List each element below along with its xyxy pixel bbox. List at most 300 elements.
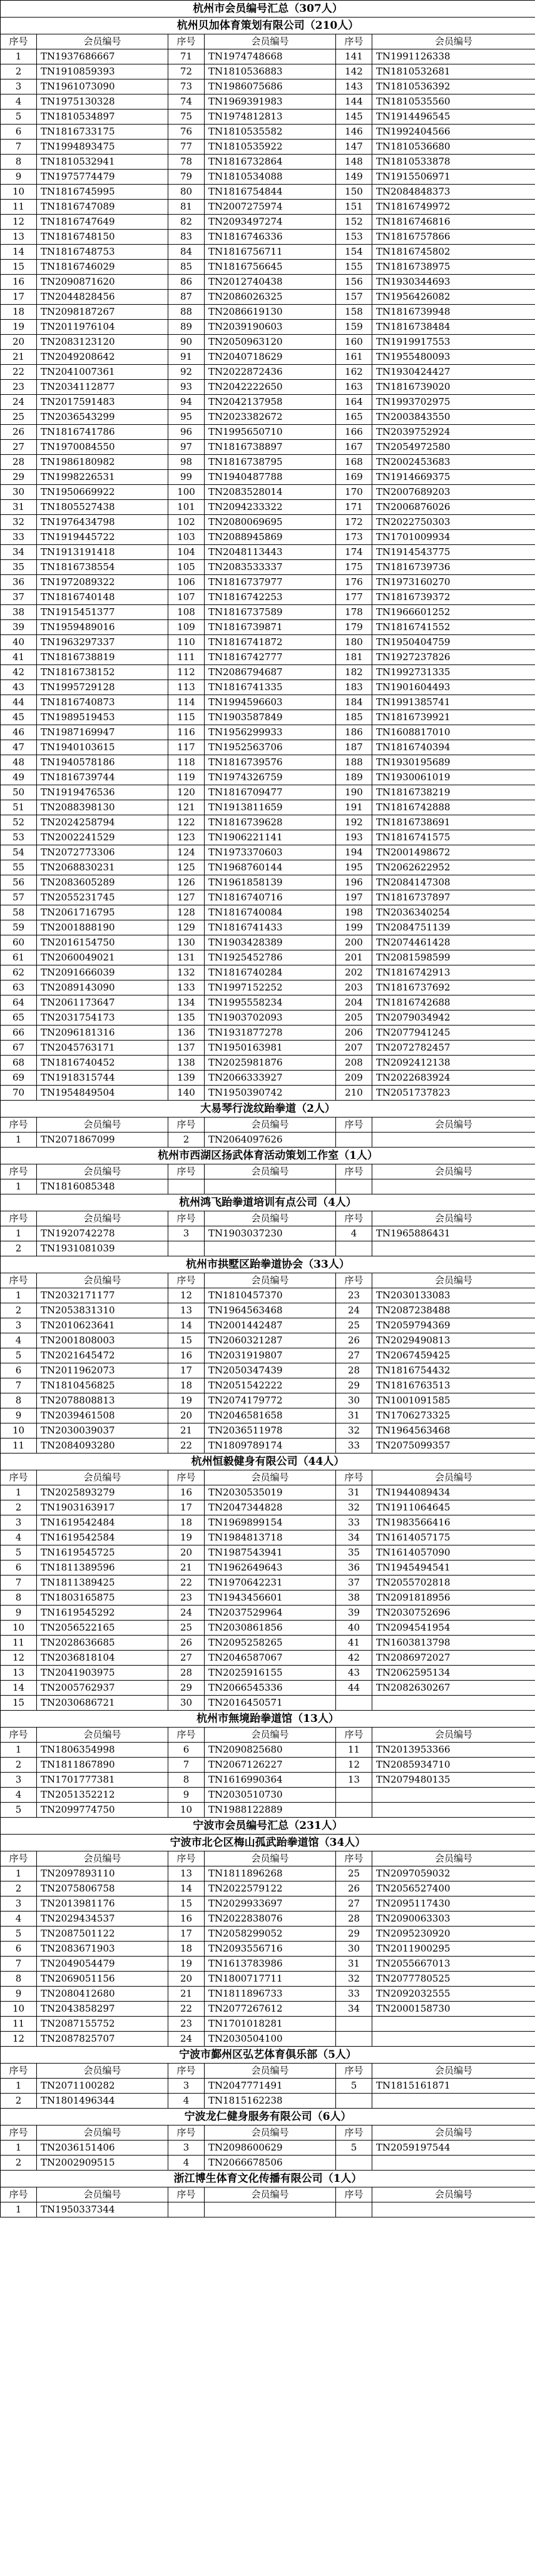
row-index: 16 <box>168 1912 205 1927</box>
row-index: 50 <box>1 785 37 800</box>
header-member-id: 会员编号 <box>37 1851 168 1866</box>
member-id: TN1815161871 <box>372 2079 535 2094</box>
member-id: TN2095117430 <box>372 1896 535 1912</box>
row-index: 11 <box>336 1743 372 1758</box>
member-id <box>372 1696 535 1711</box>
member-id: TN1966601252 <box>372 605 535 620</box>
section-title-row <box>1 2109 535 2125</box>
section-title-row <box>1 2047 535 2064</box>
header-index: 序号 <box>1 34 37 49</box>
row-index: 31 <box>336 1408 372 1423</box>
table-row <box>1 995 535 1011</box>
row-index: 80 <box>168 185 205 200</box>
row-index: 21 <box>168 1560 205 1576</box>
member-id: TN1816746816 <box>372 215 535 230</box>
table-row <box>1 515 535 530</box>
row-index: 14 <box>168 1318 205 1333</box>
member-id: TN1950404759 <box>372 635 535 650</box>
member-id: TN1816738484 <box>372 320 535 335</box>
member-id: TN2087238488 <box>372 1303 535 1318</box>
row-index: 14 <box>1 1681 37 1696</box>
header-member-id: 会员编号 <box>372 2064 535 2079</box>
member-id: TN1940487788 <box>205 470 336 485</box>
table-row <box>1 1423 535 1438</box>
column-header-row <box>1 1273 535 1288</box>
member-id: TN2059794369 <box>372 1318 535 1333</box>
member-id: TN2086026325 <box>205 290 336 305</box>
page-title: 杭州市会员编号汇总（307人） <box>1 1 535 18</box>
row-index: 186 <box>336 725 372 740</box>
row-index: 78 <box>168 155 205 170</box>
header-index: 序号 <box>336 1470 372 1485</box>
table-row <box>1 905 535 920</box>
member-id: TN1919917553 <box>372 335 535 350</box>
section-title: 杭州鸿飞跆拳道培训有点公司（4人） <box>1 1194 535 1211</box>
row-index: 124 <box>168 845 205 860</box>
member-id: TN2072773306 <box>37 845 168 860</box>
row-index: 40 <box>336 1621 372 1636</box>
member-id: TN1816739372 <box>372 590 535 605</box>
member-id: TN1816746336 <box>205 230 336 245</box>
table-row <box>1 575 535 590</box>
row-index: 84 <box>168 245 205 260</box>
column-header-row <box>1 1470 535 1485</box>
member-id: TN1930195689 <box>372 755 535 770</box>
member-id: TN2025916155 <box>205 1666 336 1681</box>
row-index: 20 <box>1 335 37 350</box>
row-index: 149 <box>336 170 372 185</box>
row-index: 5 <box>1 1927 37 1942</box>
member-id: TN2001442487 <box>205 1318 336 1333</box>
page-title-row <box>1 1 535 18</box>
table-row <box>1 109 535 125</box>
row-index <box>336 1241 372 1256</box>
header-index: 序号 <box>168 1470 205 1485</box>
member-id: TN2011962073 <box>37 1363 168 1378</box>
member-id: TN1816739948 <box>372 305 535 320</box>
member-id: TN1931877278 <box>205 1026 336 1041</box>
table-row <box>1 1133 535 1148</box>
member-id: TN1974326759 <box>205 770 336 785</box>
table-row <box>1 2094 535 2109</box>
row-index: 22 <box>1 365 37 380</box>
row-index: 201 <box>336 950 372 965</box>
row-index: 26 <box>336 1881 372 1896</box>
member-id: TN2005762937 <box>37 1681 168 1696</box>
row-index: 6 <box>1 1942 37 1957</box>
row-index: 139 <box>168 1071 205 1086</box>
member-id: TN1810536392 <box>372 79 535 94</box>
member-id: TN1619542484 <box>37 1515 168 1530</box>
row-index: 170 <box>336 485 372 500</box>
row-index: 65 <box>1 1011 37 1026</box>
member-id: TN2030861856 <box>205 1621 336 1636</box>
member-id: TN2066545336 <box>205 1681 336 1696</box>
row-index: 206 <box>336 1026 372 1041</box>
member-id: TN1810536883 <box>205 64 336 79</box>
row-index: 27 <box>1 440 37 455</box>
member-id: TN1816739576 <box>205 755 336 770</box>
member-id: TN2081598599 <box>372 950 535 965</box>
row-index: 158 <box>336 305 372 320</box>
row-index: 8 <box>1 1591 37 1606</box>
member-id: TN1940578186 <box>37 755 168 770</box>
header-index: 序号 <box>336 2064 372 2079</box>
header-member-id: 会员编号 <box>205 1273 336 1288</box>
member-id: TN2092412138 <box>372 1056 535 1071</box>
row-index: 116 <box>168 725 205 740</box>
member-id: TN1914669375 <box>372 470 535 485</box>
member-id: TN2071867099 <box>37 1133 168 1148</box>
row-index: 20 <box>168 1972 205 1987</box>
row-index: 32 <box>1 515 37 530</box>
member-id: TN1940103615 <box>37 740 168 755</box>
member-id: TN1975774479 <box>37 170 168 185</box>
row-index: 177 <box>336 590 372 605</box>
table-row <box>1 1333 535 1348</box>
header-index: 序号 <box>168 1728 205 1743</box>
row-index: 12 <box>1 2032 37 2047</box>
header-member-id: 会员编号 <box>372 34 535 49</box>
row-index: 127 <box>168 890 205 905</box>
table-row <box>1 1363 535 1378</box>
member-id: TN1963297337 <box>37 635 168 650</box>
member-id: TN1915451377 <box>37 605 168 620</box>
member-id: TN1816740716 <box>205 890 336 905</box>
member-id: TN2049054479 <box>37 1957 168 1972</box>
row-index: 162 <box>336 365 372 380</box>
row-index: 3 <box>168 1226 205 1241</box>
row-index: 209 <box>336 1071 372 1086</box>
row-index: 145 <box>336 109 372 125</box>
header-member-id: 会员编号 <box>37 34 168 49</box>
row-index: 183 <box>336 680 372 695</box>
row-index: 23 <box>336 1288 372 1303</box>
row-index: 175 <box>336 560 372 575</box>
section-title: 杭州贝加体育策划有限公司（210人） <box>1 18 535 34</box>
member-id: TN2003843550 <box>372 410 535 425</box>
row-index: 146 <box>336 125 372 140</box>
table-row <box>1 1530 535 1545</box>
table-row <box>1 605 535 620</box>
row-index: 55 <box>1 860 37 875</box>
row-index: 156 <box>336 275 372 290</box>
table-row <box>1 1378 535 1393</box>
table-row <box>1 1560 535 1576</box>
member-id: TN1915506971 <box>372 170 535 185</box>
row-index: 59 <box>1 920 37 935</box>
member-id: TN1816738152 <box>37 665 168 680</box>
table-row <box>1 935 535 950</box>
row-index: 37 <box>1 590 37 605</box>
header-index: 序号 <box>336 34 372 49</box>
row-index: 2 <box>1 1758 37 1773</box>
member-id <box>372 1133 535 1148</box>
member-id: TN1816737589 <box>205 605 336 620</box>
member-id: TN1816741872 <box>205 635 336 650</box>
member-id: TN2048113443 <box>205 545 336 560</box>
table-row <box>1 1288 535 1303</box>
member-id: TN1816742888 <box>372 800 535 815</box>
section-title: 宁波市会员编号汇总（231人） <box>1 1818 535 1835</box>
row-index: 1 <box>1 1226 37 1241</box>
member-id: TN2084147308 <box>372 875 535 890</box>
member-id: TN2029933697 <box>205 1896 336 1912</box>
column-header-row <box>1 1851 535 1866</box>
row-index: 40 <box>1 635 37 650</box>
table-row <box>1 770 535 785</box>
member-id: TN1973160270 <box>372 575 535 590</box>
member-id: TN1930061019 <box>372 770 535 785</box>
row-index: 147 <box>336 140 372 155</box>
row-index: 111 <box>168 650 205 665</box>
member-id: TN2050347439 <box>205 1363 336 1378</box>
member-id: TN1903163917 <box>37 1500 168 1515</box>
member-id: TN1931081039 <box>37 1241 168 1256</box>
row-index: 198 <box>336 905 372 920</box>
member-id: TN2041007361 <box>37 365 168 380</box>
row-index: 185 <box>336 710 372 725</box>
column-header-row <box>1 2064 535 2079</box>
table-row <box>1 2156 535 2171</box>
member-id: TN2013953366 <box>372 1743 535 1758</box>
member-id: TN1810456825 <box>37 1378 168 1393</box>
row-index: 103 <box>168 530 205 545</box>
row-index: 33 <box>336 1987 372 2002</box>
member-id: TN1816740148 <box>37 590 168 605</box>
member-id: TN1937686667 <box>37 49 168 64</box>
row-index: 133 <box>168 980 205 995</box>
member-id: TN1997152252 <box>205 980 336 995</box>
row-index: 3 <box>1 1515 37 1530</box>
column-header-row <box>1 2187 535 2202</box>
row-index: 153 <box>336 230 372 245</box>
row-index: 33 <box>336 1515 372 1530</box>
row-index: 120 <box>168 785 205 800</box>
table-row <box>1 2079 535 2094</box>
row-index: 30 <box>336 1942 372 1957</box>
row-index: 199 <box>336 920 372 935</box>
table-row <box>1 1651 535 1666</box>
table-row <box>1 425 535 440</box>
row-index: 7 <box>1 1576 37 1591</box>
row-index: 93 <box>168 380 205 395</box>
table-row <box>1 1026 535 1041</box>
row-index: 47 <box>1 740 37 755</box>
row-index: 119 <box>168 770 205 785</box>
row-index <box>336 1179 372 1194</box>
member-id: TN1952563706 <box>205 740 336 755</box>
table-row <box>1 725 535 740</box>
row-index: 3 <box>1 1773 37 1788</box>
member-id: TN2088398130 <box>37 800 168 815</box>
header-member-id: 会员编号 <box>205 1211 336 1226</box>
row-index: 92 <box>168 365 205 380</box>
row-index: 28 <box>1 455 37 470</box>
row-index: 151 <box>336 200 372 215</box>
column-header-row <box>1 1211 535 1226</box>
header-index: 序号 <box>1 1728 37 1743</box>
header-index: 序号 <box>1 1470 37 1485</box>
row-index: 85 <box>168 260 205 275</box>
member-id: TN2011976104 <box>37 320 168 335</box>
row-index: 1 <box>1 2202 37 2217</box>
row-index: 89 <box>168 320 205 335</box>
section-title-row <box>1 1818 535 1835</box>
member-id: TN1901604493 <box>372 680 535 695</box>
column-header-row <box>1 2125 535 2141</box>
member-id: TN1943456601 <box>205 1591 336 1606</box>
member-id: TN1816749972 <box>372 200 535 215</box>
row-index: 15 <box>1 260 37 275</box>
member-id: TN2030039037 <box>37 1423 168 1438</box>
table-row <box>1 1636 535 1651</box>
row-index: 18 <box>1 305 37 320</box>
member-id: TN2055702818 <box>372 1576 535 1591</box>
row-index: 107 <box>168 590 205 605</box>
header-member-id: 会员编号 <box>37 2125 168 2141</box>
column-header-row <box>1 1164 535 1179</box>
member-id: TN1910859393 <box>37 64 168 79</box>
row-index: 42 <box>1 665 37 680</box>
member-id: TN1816740452 <box>37 1056 168 1071</box>
member-id: TN1816738691 <box>372 815 535 830</box>
row-index: 163 <box>336 380 372 395</box>
table-row <box>1 275 535 290</box>
row-index: 13 <box>1 230 37 245</box>
member-id: TN2047771491 <box>205 2079 336 2094</box>
member-id: TN1920742278 <box>37 1226 168 1241</box>
table-row <box>1 230 535 245</box>
row-index: 27 <box>336 1348 372 1363</box>
member-id: TN1619542584 <box>37 1530 168 1545</box>
member-id: TN2083605289 <box>37 875 168 890</box>
member-id: TN2091666039 <box>37 965 168 980</box>
row-index: 168 <box>336 455 372 470</box>
table-row <box>1 140 535 155</box>
member-id: TN1906221141 <box>205 830 336 845</box>
row-index: 29 <box>168 1681 205 1696</box>
row-index: 29 <box>1 470 37 485</box>
row-index: 188 <box>336 755 372 770</box>
table-row <box>1 2002 535 2017</box>
row-index: 126 <box>168 875 205 890</box>
member-id: TN1956426082 <box>372 290 535 305</box>
row-index: 5 <box>1 1803 37 1818</box>
member-id: TN1811896268 <box>205 1866 336 1881</box>
member-id: TN2094233322 <box>205 500 336 515</box>
row-index: 204 <box>336 995 372 1011</box>
section-title-row <box>1 1194 535 1211</box>
member-id: TN2001498672 <box>372 845 535 860</box>
member-id <box>205 1241 336 1256</box>
member-id: TN2083123120 <box>37 335 168 350</box>
row-index: 30 <box>336 1393 372 1408</box>
row-index: 24 <box>168 1606 205 1621</box>
table-row <box>1 94 535 109</box>
member-id: TN2084093280 <box>37 1438 168 1453</box>
table-row <box>1 530 535 545</box>
table-row <box>1 1438 535 1453</box>
row-index: 25 <box>336 1318 372 1333</box>
row-index: 25 <box>336 1866 372 1881</box>
row-index: 32 <box>336 1972 372 1987</box>
row-index <box>336 2156 372 2171</box>
table-row <box>1 1773 535 1788</box>
row-index: 164 <box>336 395 372 410</box>
member-id: TN1816738897 <box>205 440 336 455</box>
member-id: TN2040718629 <box>205 350 336 365</box>
row-index: 26 <box>168 1636 205 1651</box>
member-id: TN1961858139 <box>205 875 336 890</box>
table-row <box>1 560 535 575</box>
row-index: 48 <box>1 755 37 770</box>
row-index: 61 <box>1 950 37 965</box>
member-id <box>372 1788 535 1803</box>
member-id: TN2031919807 <box>205 1348 336 1363</box>
table-row <box>1 710 535 725</box>
row-index: 2 <box>1 1881 37 1896</box>
table-row <box>1 215 535 230</box>
row-index: 173 <box>336 530 372 545</box>
member-id: TN2069051156 <box>37 1972 168 1987</box>
row-index: 150 <box>336 185 372 200</box>
member-id: TN2086619130 <box>205 305 336 320</box>
header-member-id: 会员编号 <box>37 1273 168 1288</box>
row-index: 2 <box>1 64 37 79</box>
row-index <box>336 2017 372 2032</box>
row-index: 68 <box>1 1056 37 1071</box>
member-id: TN1816742688 <box>372 995 535 1011</box>
row-index: 32 <box>336 1500 372 1515</box>
row-index: 9 <box>1 1606 37 1621</box>
row-index: 14 <box>1 245 37 260</box>
member-id: TN2036340254 <box>372 905 535 920</box>
row-index: 18 <box>168 1378 205 1393</box>
table-row <box>1 1606 535 1621</box>
row-index: 105 <box>168 560 205 575</box>
table-row <box>1 1621 535 1636</box>
member-id: TN1970084550 <box>37 440 168 455</box>
header-member-id: 会员编号 <box>205 1164 336 1179</box>
row-index: 171 <box>336 500 372 515</box>
member-id: TN1816737692 <box>372 980 535 995</box>
member-id: TN2080069695 <box>205 515 336 530</box>
member-id: TN1816732864 <box>205 155 336 170</box>
header-member-id: 会员编号 <box>37 1164 168 1179</box>
row-index: 57 <box>1 890 37 905</box>
row-index: 25 <box>168 1621 205 1636</box>
row-index: 2 <box>168 1133 205 1148</box>
member-id: TN1619545725 <box>37 1545 168 1560</box>
row-index: 137 <box>168 1041 205 1056</box>
member-id: TN2030504100 <box>205 2032 336 2047</box>
member-id: TN1991126338 <box>372 49 535 64</box>
row-index: 97 <box>168 440 205 455</box>
row-index <box>336 2202 372 2217</box>
member-id: TN2022838076 <box>205 1912 336 1927</box>
member-id: TN2090825680 <box>205 1743 336 1758</box>
row-index: 46 <box>1 725 37 740</box>
row-index: 39 <box>336 1606 372 1621</box>
member-id: TN2079034942 <box>372 1011 535 1026</box>
row-index: 5 <box>336 2141 372 2156</box>
member-id: TN2025981876 <box>205 1056 336 1071</box>
table-row <box>1 590 535 605</box>
header-member-id: 会员编号 <box>37 1117 168 1133</box>
header-index: 序号 <box>1 2125 37 2141</box>
row-index: 14 <box>168 1881 205 1896</box>
